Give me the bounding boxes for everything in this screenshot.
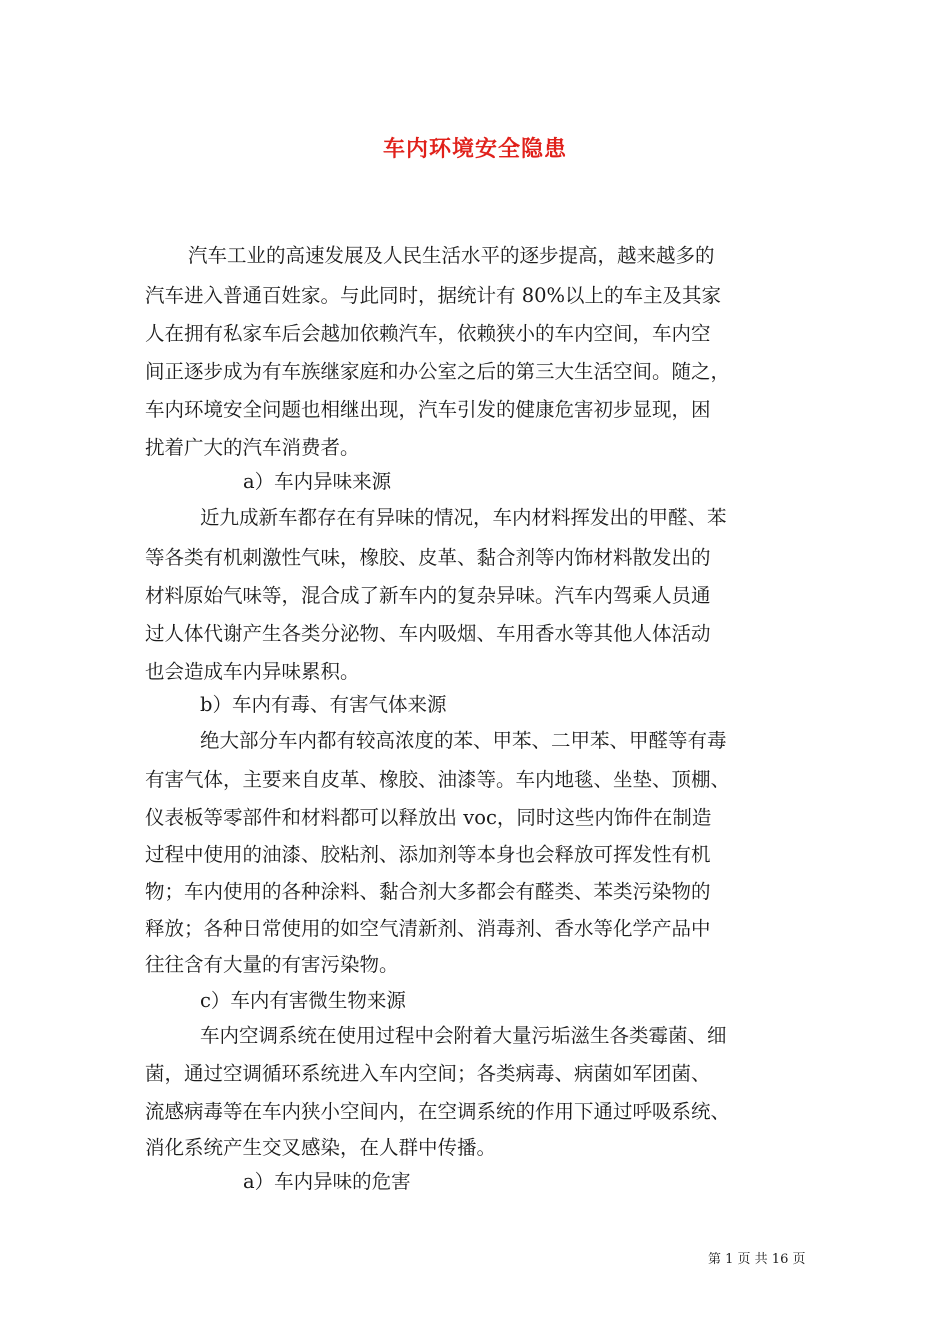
paragraph-line: 往往含有大量的有害污染物。 <box>145 953 399 976</box>
paragraph-line: 有害气体，主要来自皮革、橡胶、油漆等。车内地毯、坐垫、顶棚、 <box>145 768 731 791</box>
paragraph-line: 过程中使用的油漆、胶粘剂、添加剂等本身也会释放可挥发性有机 <box>145 843 711 866</box>
paragraph-line: 等各类有机刺激性气味，橡胶、皮革、黏合剂等内饰材料散发出的 <box>145 546 711 569</box>
paragraph-line: 菌，通过空调循环系统进入车内空间；各类病毒、病菌如军团菌、 <box>145 1062 711 1085</box>
paragraph-line: 也会造成车内异味累积。 <box>145 660 360 683</box>
paragraph-line: 近九成新车都存在有异味的情况，车内材料挥发出的甲醛、苯 <box>200 506 727 529</box>
paragraph-line: 汽车进入普通百姓家。与此同时，据统计有 80%以上的车主及其家 <box>145 284 722 307</box>
paragraph-line: 人在拥有私家车后会越加依赖汽车，依赖狭小的车内空间，车内空 <box>145 322 711 345</box>
paragraph-line: 过人体代谢产生各类分泌物、车内吸烟、车用香水等其他人体活动 <box>145 622 711 645</box>
page-number: 第 1 页 共 16 页 <box>708 1252 806 1267</box>
paragraph-line: 车内环境安全问题也相继出现，汽车引发的健康危害初步显现，困 <box>145 398 711 421</box>
paragraph-line: 消化系统产生交叉感染，在人群中传播。 <box>145 1136 497 1159</box>
paragraph-line: 间正逐步成为有车族继家庭和办公室之后的第三大生活空间。随之， <box>145 360 731 383</box>
paragraph-line: 汽车工业的高速发展及人民生活水平的逐步提高，越来越多的 <box>188 244 715 267</box>
paragraph-line: 扰着广大的汽车消费者。 <box>145 436 360 459</box>
paragraph-line: 物；车内使用的各种涂料、黏合剂大多都会有醛类、苯类污染物的 <box>145 880 711 903</box>
document-title: 车内环境安全隐患 <box>382 136 567 162</box>
paragraph-line: 绝大部分车内都有较高浓度的苯、甲苯、二甲苯、甲醛等有毒 <box>200 729 727 752</box>
section-heading: a）车内异味来源 <box>243 470 392 493</box>
section-heading: b）车内有毒、有害气体来源 <box>200 693 447 716</box>
paragraph-line: 释放；各种日常使用的如空气清新剂、消毒剂、香水等化学产品中 <box>145 917 711 940</box>
section-heading: a）车内异味的危害 <box>243 1170 411 1193</box>
paragraph-line: 车内空调系统在使用过程中会附着大量污垢滋生各类霉菌、细 <box>200 1024 727 1047</box>
paragraph-line: 材料原始气味等，混合成了新车内的复杂异味。汽车内驾乘人员通 <box>145 584 711 607</box>
paragraph-line: 仪表板等零部件和材料都可以释放出 voc，同时这些内饰件在制造 <box>145 806 712 829</box>
paragraph-line: 流感病毒等在车内狭小空间内，在空调系统的作用下通过呼吸系统、 <box>145 1100 731 1123</box>
section-heading: c）车内有害微生物来源 <box>200 989 406 1012</box>
